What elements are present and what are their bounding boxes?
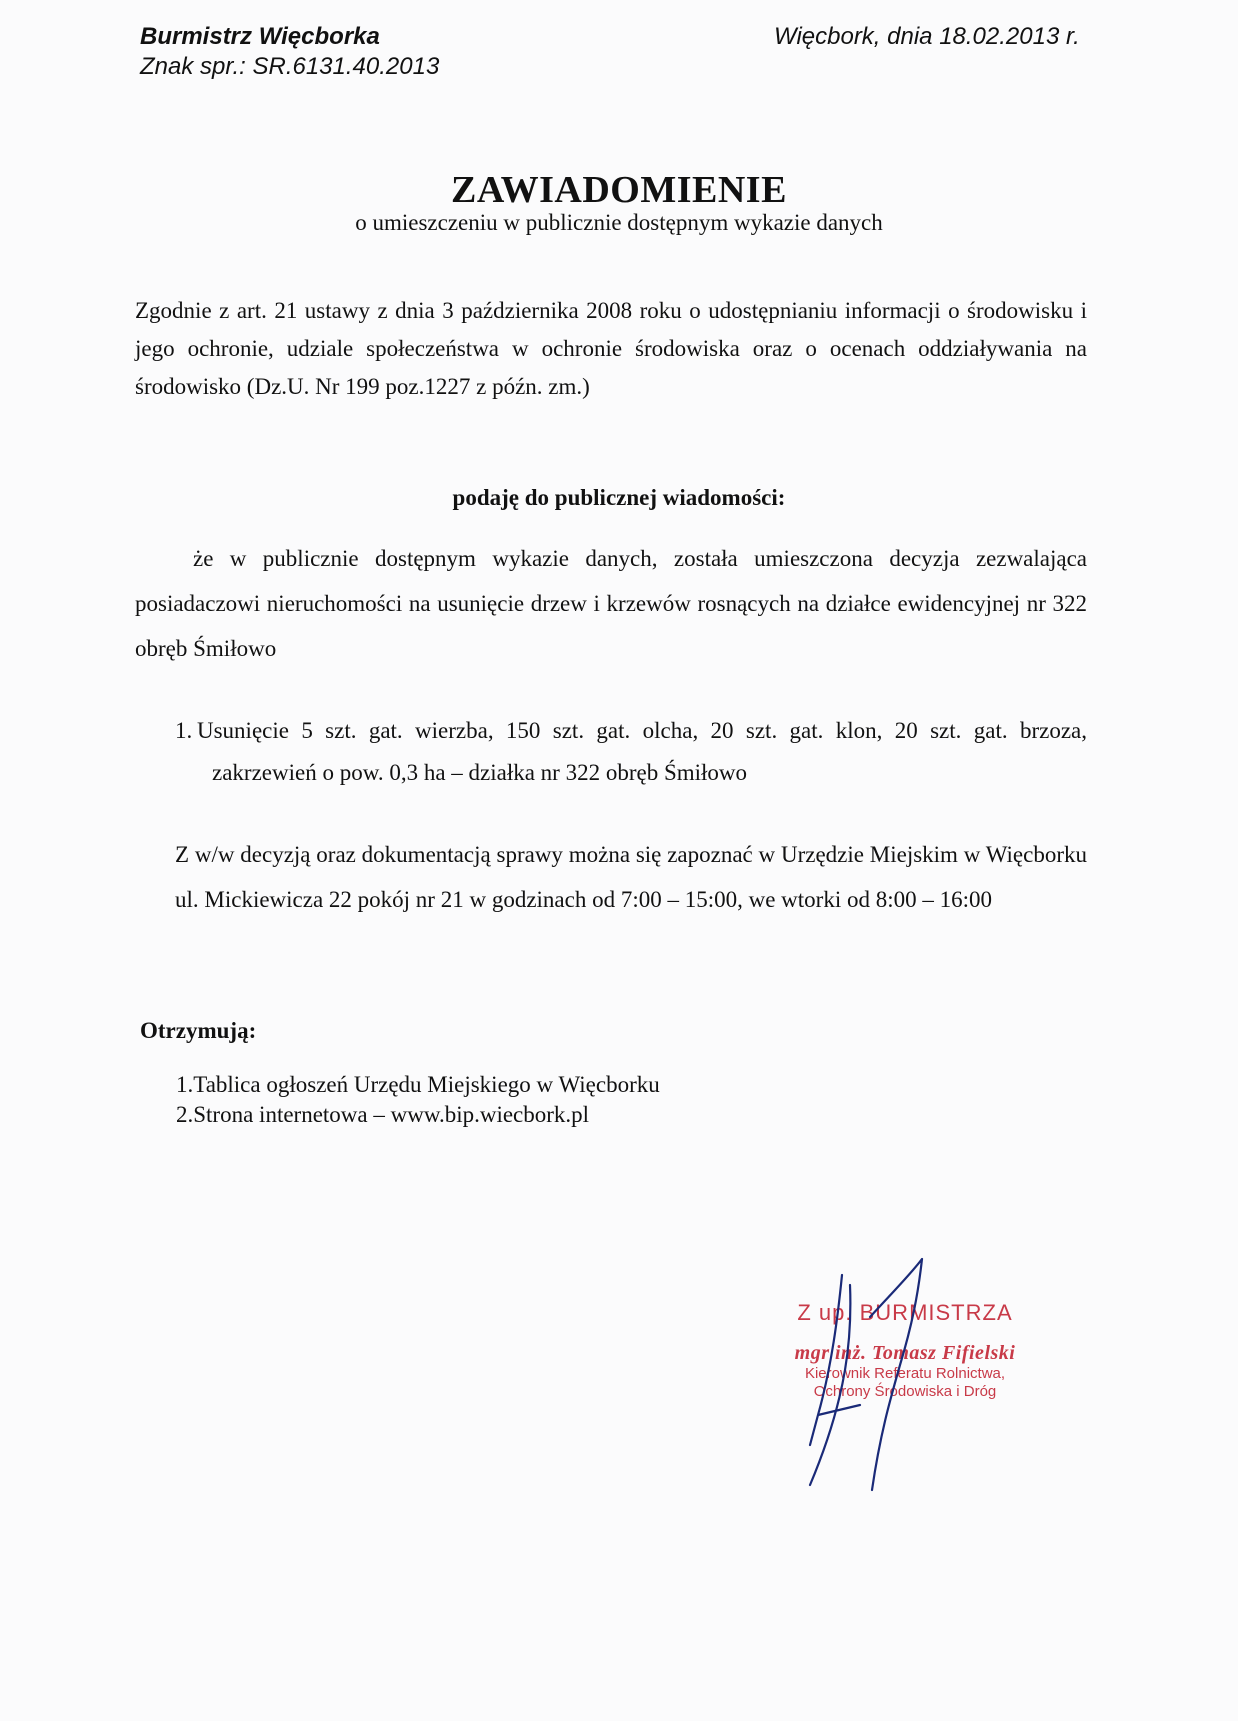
letterhead xyxy=(140,22,439,82)
recipient-number: 1. xyxy=(176,1072,194,1097)
reference-number: Znak spr.: SR.6131.40.2013 xyxy=(140,53,440,80)
recipient-text: Strona internetowa – www.bip.wiecbork.pl xyxy=(193,1102,590,1127)
recipients-heading: Otrzymują: xyxy=(140,1018,257,1043)
stamp-position-1: Kierownik Referatu Rolnictwa, xyxy=(804,1365,1006,1382)
recipients-list xyxy=(176,1070,660,1130)
decision-paragraph: że w publicznie dostępnym wykazie danych, została umieszczona decyzja zezwalająca posiadaczowi nieruchomości na usunięcie drzew i krzewów rosnących na działce ewidencyjnej nr 322 obręb Śmiłowo xyxy=(135,546,1087,661)
stamp-official-name: mgr inż. Tomasz Fifielski xyxy=(794,1342,1016,1364)
recipient-text: Tablica ogłoszeń Urzędu Miejskiego w Więcborku xyxy=(193,1072,660,1097)
recipient-number: 2. xyxy=(176,1102,194,1127)
stamp-position-2: Ochrony Środowiska i Dróg xyxy=(813,1383,997,1400)
list-item-line1: Usunięcie 5 szt. gat. wierzba, 150 szt. gat. olcha, 20 szt. gat. klon, 20 szt. gat. brzoza, xyxy=(197,718,1087,743)
documentation-paragraph: Z w/w decyzją oraz dokumentacją sprawy można się zapoznać w Urzędzie Miejskim w Więcborku ul. Mickiewicza 22 pokój nr 21 w godzinach od 7:00 – 15:00, we wtorki od 8:00 – 16:00 xyxy=(175,842,1087,912)
issuer-name: Burmistrz Więcborka xyxy=(140,23,380,50)
handwritten-signature xyxy=(790,1255,970,1495)
document-title: ZAWIADOMIENIE xyxy=(451,169,787,211)
list-item-number: 1. xyxy=(175,718,193,743)
announcement-heading: podaję do publicznej wiadomości: xyxy=(452,485,786,510)
list-item xyxy=(176,1070,660,1100)
decision-items xyxy=(175,710,1087,794)
stamp-authority: Z up. BURMISTRZA xyxy=(797,1300,1013,1325)
legal-basis-paragraph: Zgodnie z art. 21 ustawy z dnia 3 października 2008 roku o udostępnianiu informacji o środowisku i jego ochronie, udziale społeczeństwa w ochronie środowiska oraz o ocenach oddziaływania na środowisko (Dz.U. Nr 199 poz.1227 z późn. zm.) xyxy=(135,298,1087,399)
list-item xyxy=(175,710,1087,794)
list-item xyxy=(176,1100,660,1130)
list-item-line2: zakrzewień o pow. 0,3 ha – działka nr 322 obręb Śmiłowo xyxy=(212,760,748,785)
place-date: Więcbork, dnia 18.02.2013 r. xyxy=(774,23,1080,50)
document-subtitle: o umieszczeniu w publicznie dostępnym wykazie danych xyxy=(355,210,883,235)
